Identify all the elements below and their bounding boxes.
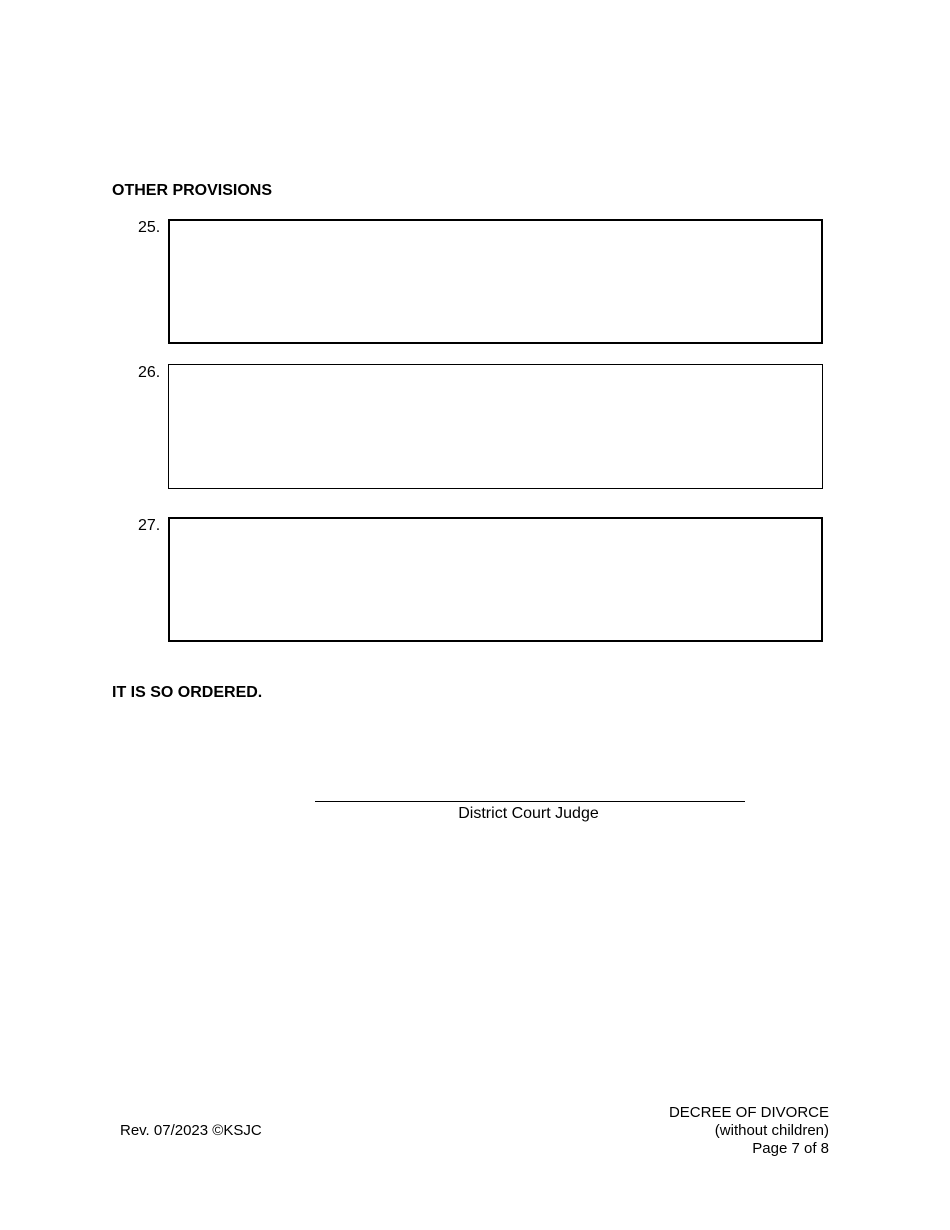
provision-number: 25. xyxy=(138,219,161,236)
judge-signature-label: District Court Judge xyxy=(458,805,599,822)
footer-form-subtitle: (without children) xyxy=(714,1122,829,1139)
provision-number: 27. xyxy=(138,517,161,534)
footer-page-info: Page 7 of 8 xyxy=(752,1140,829,1157)
footer-form-title: DECREE OF DIVORCE xyxy=(668,1104,829,1121)
provision-number: 26. xyxy=(138,364,161,381)
judge-signature-block xyxy=(315,781,745,823)
judge-signature-line[interactable] xyxy=(315,781,745,802)
footer-form-info xyxy=(669,1104,829,1158)
provision-text-field[interactable] xyxy=(168,219,823,344)
so-ordered-heading: IT IS SO ORDERED. xyxy=(112,684,263,701)
other-provisions-heading: OTHER PROVISIONS xyxy=(112,182,273,199)
provision-text-field[interactable] xyxy=(168,517,823,642)
provision-text-field[interactable] xyxy=(168,364,823,489)
footer-revision: Rev. 07/2023 ©KSJC xyxy=(120,1122,262,1139)
